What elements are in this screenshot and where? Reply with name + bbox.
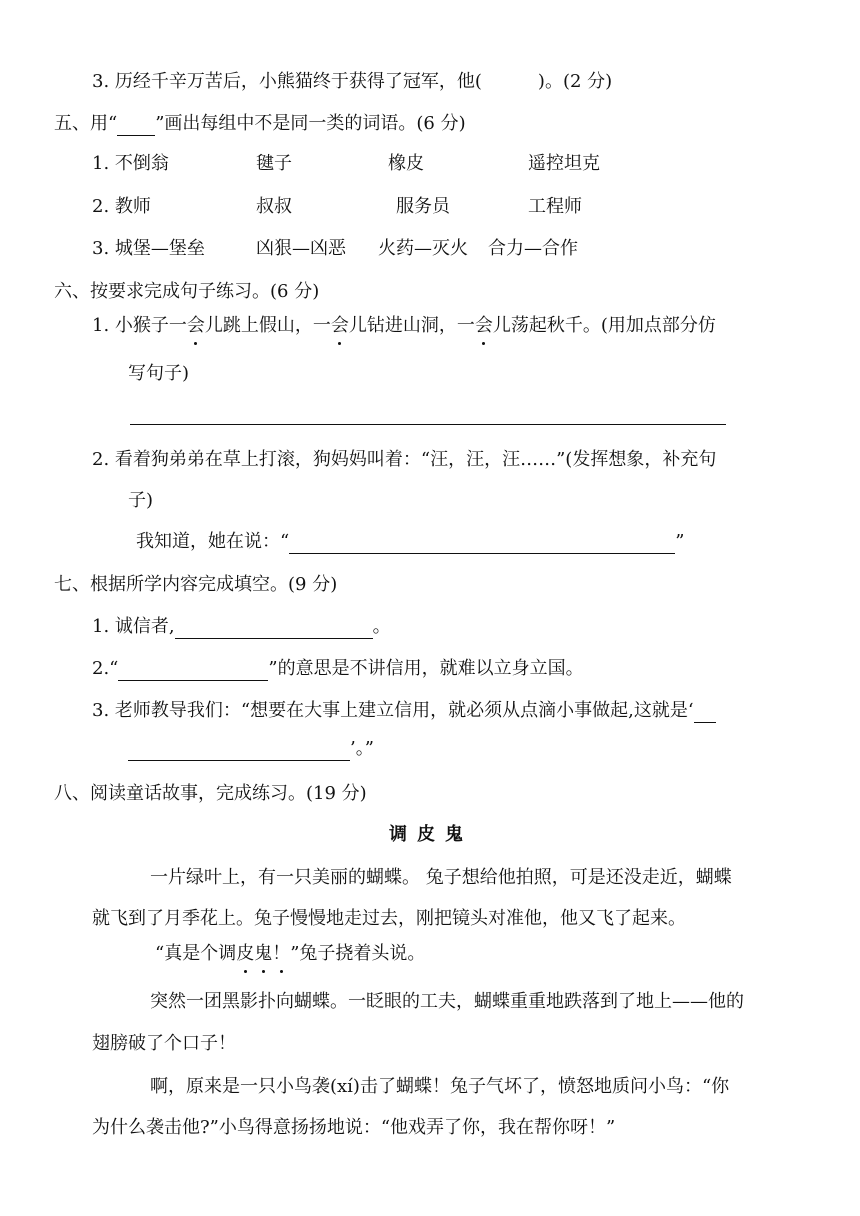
story-p4-line2: 为什么袭击他?”小鸟得意扬扬地说：“他戏弄了你，我在帮你呀！” — [92, 1117, 616, 1138]
s5-row1-word-3[interactable]: 橡皮 — [388, 153, 424, 174]
s5-row3 — [92, 237, 792, 261]
s6-q1-part: 跳上假山， — [222, 315, 313, 336]
s5-row2 — [92, 195, 792, 219]
s5-row2-word-4[interactable]: 工程师 — [528, 196, 582, 217]
story-p2-dotted-char: 鬼 — [254, 943, 273, 964]
s6-q2-answer-post: ” — [675, 531, 685, 552]
s5-row2-word-2[interactable]: 叔叔 — [256, 196, 292, 217]
s5-row1-word-1[interactable]: 1. 不倒翁 — [92, 153, 169, 174]
s5-row1 — [92, 152, 792, 176]
story-p3-line2: 翅膀破了个口子！ — [92, 1033, 236, 1054]
s7-q2-post: ”的意思是不讲信用，就难以立身立国。 — [268, 658, 584, 679]
story-p2 — [155, 942, 425, 966]
s7-q1-blank[interactable] — [175, 618, 373, 639]
s5-row3-word-2[interactable]: 凶狠—凶恶 — [256, 238, 346, 259]
s8-heading: 八、阅读童话故事，完成练习。(19 分) — [54, 783, 367, 804]
story-p2-part: 调 — [218, 943, 237, 964]
story-p2-part: ”兔子挠着头说。 — [290, 943, 426, 964]
s7-q3-line1 — [92, 699, 716, 723]
s6-q1-part: 钻进山洞， — [366, 315, 457, 336]
s5-heading-underline-sample — [117, 121, 155, 136]
s6-q2-answer-blank[interactable] — [289, 533, 675, 554]
s6-q2-answer — [136, 530, 684, 554]
s5-row1-word-2[interactable]: 毽子 — [256, 153, 292, 174]
s5-row1-word-4[interactable]: 遥控坦克 — [528, 153, 600, 174]
s5-heading-pre: 五、用“ — [54, 113, 118, 134]
story-p4-line1: 啊，原来是一只小鸟袭(xí)击了蝴蝶！兔子气坏了，愤怒地质问小鸟：“你 — [150, 1076, 730, 1097]
s5-row3-word-3[interactable]: 火药—灭火 — [378, 238, 468, 259]
s6-q1-part: 荡起秋千。(用加点部分仿 — [510, 315, 716, 336]
s7-q3-text: 3. 老师教导我们：“想要在大事上建立信用，就必须从点滴小事做起,这就是‘ — [92, 700, 694, 721]
s7-q2-blank[interactable] — [118, 660, 268, 681]
s7-q3-post: ’。” — [350, 738, 374, 759]
s5-heading-post: ”画出每组中不是同一类的词语。(6 分) — [155, 113, 466, 134]
s5-row3-word-4[interactable]: 合力—合作 — [488, 238, 578, 259]
q4-item3-text-after: )。(2 分) — [537, 71, 613, 92]
s6-q1-dotted-phrase: 一会儿 — [456, 315, 511, 336]
story-title: 调皮鬼 — [389, 824, 473, 845]
s7-q1-pre: 1. 诚信者, — [92, 616, 175, 637]
story-p2-part: “真是个 — [155, 943, 219, 964]
s5-heading — [54, 112, 466, 136]
s7-q3-blank-start[interactable] — [694, 702, 716, 723]
s7-q1 — [92, 615, 391, 639]
s7-q2-pre: 2.“ — [92, 658, 119, 679]
s6-q1-part: 1. 小猴子 — [92, 315, 169, 336]
s5-row3-word-1[interactable]: 3. 城堡—堡垒 — [92, 238, 205, 259]
s6-heading: 六、按要求完成句子练习。(6 分) — [54, 281, 320, 302]
story-p1-line2: 就飞到了月季花上。兔子慢慢地走过去，刚把镜头对准他，他又飞了起来。 — [92, 908, 686, 929]
s7-q3-blank[interactable] — [128, 740, 350, 761]
story-p1-line1: 一片绿叶上，有一只美丽的蝴蝶。 兔子想给他拍照，可是还没走近，蝴蝶 — [150, 867, 732, 888]
s7-q3-line2 — [128, 737, 374, 761]
s6-q2-answer-pre: 我知道，她在说：“ — [136, 531, 290, 552]
story-p3-line1: 突然一团黑影扑向蝴蝶。一眨眼的工夫，蝴蝶重重地跌落到了地上——他的 — [150, 991, 744, 1012]
s6-q1-answer-line[interactable] — [130, 424, 726, 425]
story-p2-dotted-char: ！ — [272, 943, 291, 964]
q4-item3-text-before: 3. 历经千辛万苦后，小熊猫终于获得了冠军，他( — [92, 71, 482, 92]
s5-row2-word-1[interactable]: 2. 教师 — [92, 196, 151, 217]
s6-q1-line2: 写句子) — [128, 363, 190, 384]
q4-item3 — [92, 70, 612, 94]
s6-q2-line2: 子) — [128, 490, 154, 511]
s5-row2-word-3[interactable]: 服务员 — [396, 196, 450, 217]
s7-heading: 七、根据所学内容完成填空。(9 分) — [54, 574, 338, 595]
story-p2-dotted-char: 皮 — [236, 943, 255, 964]
s7-q1-post: 。 — [372, 616, 391, 637]
s7-q2 — [92, 657, 584, 681]
s6-q1-dotted-phrase: 一会儿 — [168, 315, 223, 336]
s6-q1-dotted-phrase: 一会儿 — [312, 315, 367, 336]
s6-q1-line1 — [92, 314, 716, 338]
s6-q2-line1: 2. 看着狗弟弟在草上打滚，狗妈妈叫着：“汪，汪，汪……”(发挥想象，补充句 — [92, 449, 717, 470]
